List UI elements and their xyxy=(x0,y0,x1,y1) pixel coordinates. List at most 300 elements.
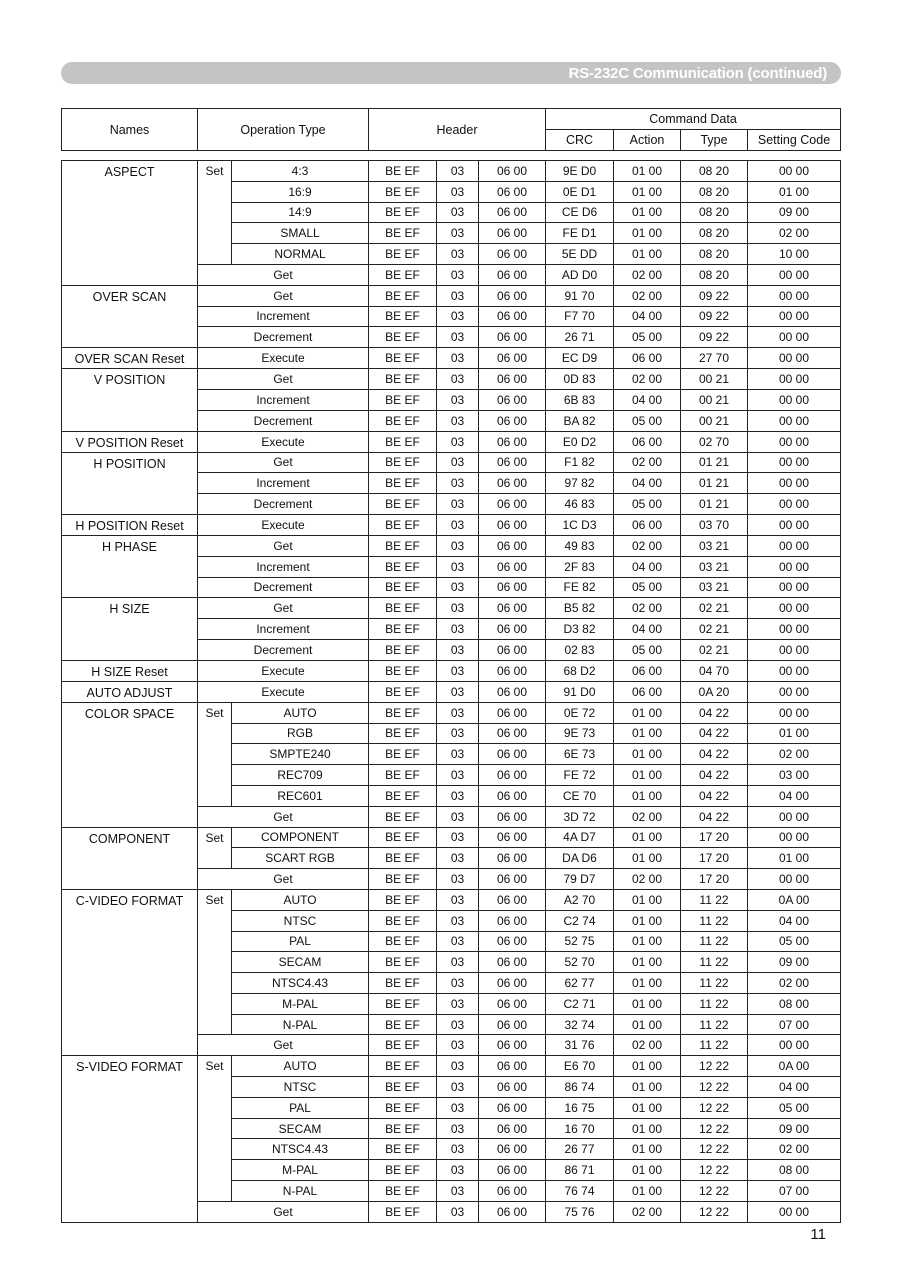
type-value: 11 22 xyxy=(681,973,748,994)
header-byte-2: 03 xyxy=(437,681,479,702)
setting-code-value: 09 00 xyxy=(748,952,841,973)
header-byte-3: 06 00 xyxy=(479,827,546,848)
action-value: 01 00 xyxy=(614,765,681,786)
header-byte-2: 03 xyxy=(437,848,479,869)
table-row xyxy=(62,161,841,182)
header-byte-2: 03 xyxy=(437,1201,479,1222)
setting-code-value: 00 00 xyxy=(748,473,841,494)
action-value: 06 00 xyxy=(614,681,681,702)
setting-code-value: 00 00 xyxy=(748,556,841,577)
operation-type: Decrement xyxy=(198,639,369,660)
header-byte-3: 06 00 xyxy=(479,869,546,890)
header-byte-3: 06 00 xyxy=(479,889,546,910)
operation-type: Decrement xyxy=(198,494,369,515)
operation-type: SECAM xyxy=(232,1118,369,1139)
operation-type: REC601 xyxy=(232,785,369,806)
crc-value: C2 71 xyxy=(546,993,614,1014)
setting-code-value: 00 00 xyxy=(748,827,841,848)
header-byte-2: 03 xyxy=(437,285,479,306)
crc-value: F7 70 xyxy=(546,306,614,327)
header-byte-1: BE EF xyxy=(369,952,437,973)
crc-value: 6B 83 xyxy=(546,389,614,410)
header-byte-1: BE EF xyxy=(369,1097,437,1118)
header-byte-2: 03 xyxy=(437,1139,479,1160)
header-byte-1: BE EF xyxy=(369,1181,437,1202)
type-value: 12 22 xyxy=(681,1181,748,1202)
header-byte-1: BE EF xyxy=(369,1077,437,1098)
header-byte-2: 03 xyxy=(437,452,479,473)
type-value: 12 22 xyxy=(681,1097,748,1118)
header-byte-1: BE EF xyxy=(369,598,437,619)
header-byte-1: BE EF xyxy=(369,910,437,931)
type-value: 0A 20 xyxy=(681,681,748,702)
crc-value: EC D9 xyxy=(546,348,614,369)
header-byte-3: 06 00 xyxy=(479,598,546,619)
operation-type: Execute xyxy=(198,514,369,535)
header-byte-2: 03 xyxy=(437,931,479,952)
set-label: Set xyxy=(198,161,232,265)
col-crc: CRC xyxy=(546,130,614,151)
type-value: 11 22 xyxy=(681,952,748,973)
operation-type: Get xyxy=(198,869,369,890)
setting-code-value: 05 00 xyxy=(748,1097,841,1118)
setting-code-value: 09 00 xyxy=(748,1118,841,1139)
header-byte-3: 06 00 xyxy=(479,1077,546,1098)
crc-value: D3 82 xyxy=(546,619,614,640)
header-byte-2: 03 xyxy=(437,556,479,577)
crc-value: DA D6 xyxy=(546,848,614,869)
crc-value: 46 83 xyxy=(546,494,614,515)
action-value: 01 00 xyxy=(614,1014,681,1035)
operation-type: N-PAL xyxy=(232,1181,369,1202)
operation-type: Get xyxy=(198,1035,369,1056)
type-value: 04 22 xyxy=(681,806,748,827)
command-name: H SIZE xyxy=(62,598,198,660)
header-byte-3: 06 00 xyxy=(479,1056,546,1077)
header-byte-3: 06 00 xyxy=(479,1035,546,1056)
action-value: 01 00 xyxy=(614,223,681,244)
action-value: 05 00 xyxy=(614,639,681,660)
crc-value: 0E 72 xyxy=(546,702,614,723)
crc-value: 0D 83 xyxy=(546,369,614,390)
header-byte-1: BE EF xyxy=(369,931,437,952)
table-row xyxy=(62,348,841,369)
operation-type: Increment xyxy=(198,619,369,640)
setting-code-value: 00 00 xyxy=(748,348,841,369)
type-value: 01 21 xyxy=(681,452,748,473)
header-byte-1: BE EF xyxy=(369,264,437,285)
operation-type: 14:9 xyxy=(232,202,369,223)
header-byte-2: 03 xyxy=(437,202,479,223)
operation-type: NORMAL xyxy=(232,244,369,265)
crc-value: 75 76 xyxy=(546,1201,614,1222)
header-byte-1: BE EF xyxy=(369,1056,437,1077)
action-value: 06 00 xyxy=(614,660,681,681)
type-value: 02 70 xyxy=(681,431,748,452)
header-byte-1: BE EF xyxy=(369,161,437,182)
type-value: 02 21 xyxy=(681,639,748,660)
operation-type: AUTO xyxy=(232,889,369,910)
setting-code-value: 09 00 xyxy=(748,202,841,223)
header-byte-3: 06 00 xyxy=(479,931,546,952)
crc-value: FE D1 xyxy=(546,223,614,244)
header-byte-3: 06 00 xyxy=(479,723,546,744)
crc-value: BA 82 xyxy=(546,410,614,431)
header-byte-2: 03 xyxy=(437,514,479,535)
table-row xyxy=(62,369,841,390)
action-value: 05 00 xyxy=(614,494,681,515)
setting-code-value: 00 00 xyxy=(748,285,841,306)
action-value: 01 00 xyxy=(614,827,681,848)
header-byte-3: 06 00 xyxy=(479,244,546,265)
header-byte-2: 03 xyxy=(437,1056,479,1077)
action-value: 01 00 xyxy=(614,1077,681,1098)
header-byte-3: 06 00 xyxy=(479,1139,546,1160)
crc-value: 62 77 xyxy=(546,973,614,994)
setting-code-value: 01 00 xyxy=(748,723,841,744)
crc-value: 52 70 xyxy=(546,952,614,973)
header-byte-1: BE EF xyxy=(369,848,437,869)
command-table xyxy=(61,160,841,1223)
crc-value: 31 76 xyxy=(546,1035,614,1056)
table-row xyxy=(62,535,841,556)
header-byte-2: 03 xyxy=(437,348,479,369)
setting-code-value: 03 00 xyxy=(748,765,841,786)
section-banner xyxy=(61,62,841,84)
crc-value: 0E D1 xyxy=(546,181,614,202)
action-value: 01 00 xyxy=(614,952,681,973)
type-value: 12 22 xyxy=(681,1139,748,1160)
type-value: 02 21 xyxy=(681,598,748,619)
type-value: 09 22 xyxy=(681,285,748,306)
header-byte-2: 03 xyxy=(437,869,479,890)
crc-value: 9E 73 xyxy=(546,723,614,744)
type-value: 02 21 xyxy=(681,619,748,640)
header-byte-1: BE EF xyxy=(369,473,437,494)
header-byte-1: BE EF xyxy=(369,1201,437,1222)
crc-value: 6E 73 xyxy=(546,744,614,765)
command-name: H POSITION Reset xyxy=(62,514,198,535)
header-byte-3: 06 00 xyxy=(479,161,546,182)
header-byte-1: BE EF xyxy=(369,1035,437,1056)
header-byte-2: 03 xyxy=(437,577,479,598)
crc-value: 68 D2 xyxy=(546,660,614,681)
header-byte-2: 03 xyxy=(437,910,479,931)
operation-type: Execute xyxy=(198,348,369,369)
table-row xyxy=(62,660,841,681)
setting-code-value: 00 00 xyxy=(748,514,841,535)
crc-value: AD D0 xyxy=(546,264,614,285)
setting-code-value: 08 00 xyxy=(748,1160,841,1181)
type-value: 12 22 xyxy=(681,1077,748,1098)
header-byte-2: 03 xyxy=(437,161,479,182)
type-value: 09 22 xyxy=(681,306,748,327)
header-byte-3: 06 00 xyxy=(479,410,546,431)
action-value: 01 00 xyxy=(614,1139,681,1160)
header-byte-3: 06 00 xyxy=(479,993,546,1014)
action-value: 01 00 xyxy=(614,161,681,182)
crc-value: 86 74 xyxy=(546,1077,614,1098)
header-byte-3: 06 00 xyxy=(479,473,546,494)
type-value: 11 22 xyxy=(681,931,748,952)
action-value: 01 00 xyxy=(614,181,681,202)
header-byte-3: 06 00 xyxy=(479,619,546,640)
header-byte-1: BE EF xyxy=(369,806,437,827)
header-byte-3: 06 00 xyxy=(479,973,546,994)
operation-type: Get xyxy=(198,598,369,619)
header-byte-2: 03 xyxy=(437,473,479,494)
crc-value: E0 D2 xyxy=(546,431,614,452)
table-row xyxy=(62,681,841,702)
crc-value: 1C D3 xyxy=(546,514,614,535)
action-value: 01 00 xyxy=(614,1118,681,1139)
crc-value: E6 70 xyxy=(546,1056,614,1077)
header-byte-1: BE EF xyxy=(369,889,437,910)
crc-value: 26 77 xyxy=(546,1139,614,1160)
header-byte-3: 06 00 xyxy=(479,660,546,681)
header-byte-3: 06 00 xyxy=(479,765,546,786)
action-value: 05 00 xyxy=(614,577,681,598)
type-value: 04 70 xyxy=(681,660,748,681)
header-byte-2: 03 xyxy=(437,785,479,806)
action-value: 02 00 xyxy=(614,1035,681,1056)
table-row xyxy=(62,889,841,910)
table-row xyxy=(62,452,841,473)
operation-type: Get xyxy=(198,285,369,306)
type-value: 11 22 xyxy=(681,993,748,1014)
header-byte-3: 06 00 xyxy=(479,806,546,827)
action-value: 01 00 xyxy=(614,1181,681,1202)
header-byte-2: 03 xyxy=(437,181,479,202)
setting-code-value: 04 00 xyxy=(748,910,841,931)
action-value: 04 00 xyxy=(614,389,681,410)
action-value: 01 00 xyxy=(614,973,681,994)
header-byte-3: 06 00 xyxy=(479,452,546,473)
header-byte-1: BE EF xyxy=(369,785,437,806)
command-name: COLOR SPACE xyxy=(62,702,198,827)
set-label: Set xyxy=(198,827,232,869)
header-byte-2: 03 xyxy=(437,660,479,681)
crc-value: 16 75 xyxy=(546,1097,614,1118)
operation-type: SMALL xyxy=(232,223,369,244)
header-byte-2: 03 xyxy=(437,1181,479,1202)
setting-code-value: 00 00 xyxy=(748,619,841,640)
setting-code-value: 00 00 xyxy=(748,494,841,515)
column-header-table xyxy=(61,108,841,151)
col-command-data: Command Data xyxy=(546,109,841,130)
header-byte-1: BE EF xyxy=(369,327,437,348)
header-byte-3: 06 00 xyxy=(479,744,546,765)
action-value: 04 00 xyxy=(614,473,681,494)
crc-value: 97 82 xyxy=(546,473,614,494)
action-value: 02 00 xyxy=(614,806,681,827)
banner-title: RS-232C Communication (continued) xyxy=(568,65,827,82)
header-byte-1: BE EF xyxy=(369,639,437,660)
header-byte-1: BE EF xyxy=(369,765,437,786)
header-byte-3: 06 00 xyxy=(479,264,546,285)
header-byte-3: 06 00 xyxy=(479,202,546,223)
header-byte-2: 03 xyxy=(437,1077,479,1098)
operation-type: 16:9 xyxy=(232,181,369,202)
type-value: 17 20 xyxy=(681,827,748,848)
type-value: 09 22 xyxy=(681,327,748,348)
table-row xyxy=(62,514,841,535)
table-row xyxy=(62,827,841,848)
action-value: 02 00 xyxy=(614,452,681,473)
action-value: 02 00 xyxy=(614,598,681,619)
action-value: 04 00 xyxy=(614,306,681,327)
crc-value: 49 83 xyxy=(546,535,614,556)
page-number: 11 xyxy=(810,1226,826,1243)
header-byte-2: 03 xyxy=(437,952,479,973)
header-byte-3: 06 00 xyxy=(479,285,546,306)
crc-value: 5E DD xyxy=(546,244,614,265)
crc-value: FE 72 xyxy=(546,765,614,786)
setting-code-value: 00 00 xyxy=(748,327,841,348)
crc-value: 91 70 xyxy=(546,285,614,306)
crc-value: 86 71 xyxy=(546,1160,614,1181)
operation-type: AUTO xyxy=(232,1056,369,1077)
type-value: 03 21 xyxy=(681,535,748,556)
action-value: 02 00 xyxy=(614,1201,681,1222)
crc-value: 32 74 xyxy=(546,1014,614,1035)
operation-type: Execute xyxy=(198,681,369,702)
action-value: 06 00 xyxy=(614,514,681,535)
crc-value: 02 83 xyxy=(546,639,614,660)
setting-code-value: 00 00 xyxy=(748,452,841,473)
header-byte-3: 06 00 xyxy=(479,910,546,931)
col-names: Names xyxy=(62,109,198,151)
operation-type: NTSC xyxy=(232,1077,369,1098)
setting-code-value: 00 00 xyxy=(748,431,841,452)
col-setting-code: Setting Code xyxy=(748,130,841,151)
action-value: 01 00 xyxy=(614,1097,681,1118)
command-name: OVER SCAN xyxy=(62,285,198,347)
header-byte-3: 06 00 xyxy=(479,431,546,452)
crc-value: CE 70 xyxy=(546,785,614,806)
crc-value: CE D6 xyxy=(546,202,614,223)
header-byte-2: 03 xyxy=(437,744,479,765)
header-byte-2: 03 xyxy=(437,306,479,327)
header-byte-1: BE EF xyxy=(369,681,437,702)
type-value: 00 21 xyxy=(681,410,748,431)
header-byte-2: 03 xyxy=(437,410,479,431)
operation-type: PAL xyxy=(232,1097,369,1118)
header-byte-3: 06 00 xyxy=(479,952,546,973)
command-name: AUTO ADJUST xyxy=(62,681,198,702)
setting-code-value: 00 00 xyxy=(748,702,841,723)
action-value: 02 00 xyxy=(614,535,681,556)
setting-code-value: 00 00 xyxy=(748,161,841,182)
action-value: 04 00 xyxy=(614,619,681,640)
type-value: 17 20 xyxy=(681,848,748,869)
type-value: 08 20 xyxy=(681,244,748,265)
type-value: 11 22 xyxy=(681,910,748,931)
setting-code-value: 01 00 xyxy=(748,848,841,869)
operation-type: M-PAL xyxy=(232,993,369,1014)
header-byte-3: 06 00 xyxy=(479,556,546,577)
type-value: 12 22 xyxy=(681,1201,748,1222)
header-byte-1: BE EF xyxy=(369,431,437,452)
setting-code-value: 04 00 xyxy=(748,1077,841,1098)
header-byte-1: BE EF xyxy=(369,452,437,473)
action-value: 01 00 xyxy=(614,993,681,1014)
header-byte-2: 03 xyxy=(437,973,479,994)
command-name: H SIZE Reset xyxy=(62,660,198,681)
type-value: 17 20 xyxy=(681,869,748,890)
header-byte-2: 03 xyxy=(437,827,479,848)
operation-type: N-PAL xyxy=(232,1014,369,1035)
header-byte-3: 06 00 xyxy=(479,535,546,556)
operation-type: PAL xyxy=(232,931,369,952)
operation-type: 4:3 xyxy=(232,161,369,182)
header-byte-1: BE EF xyxy=(369,723,437,744)
setting-code-value: 00 00 xyxy=(748,535,841,556)
header-byte-1: BE EF xyxy=(369,1139,437,1160)
type-value: 03 70 xyxy=(681,514,748,535)
header-byte-2: 03 xyxy=(437,1097,479,1118)
type-value: 04 22 xyxy=(681,723,748,744)
action-value: 01 00 xyxy=(614,848,681,869)
setting-code-value: 00 00 xyxy=(748,369,841,390)
crc-value: F1 82 xyxy=(546,452,614,473)
header-byte-1: BE EF xyxy=(369,556,437,577)
header-byte-1: BE EF xyxy=(369,306,437,327)
setting-code-value: 02 00 xyxy=(748,223,841,244)
operation-type: SMPTE240 xyxy=(232,744,369,765)
header-byte-1: BE EF xyxy=(369,202,437,223)
type-value: 00 21 xyxy=(681,369,748,390)
header-byte-2: 03 xyxy=(437,1014,479,1035)
set-label: Set xyxy=(198,702,232,806)
header-byte-2: 03 xyxy=(437,389,479,410)
type-value: 08 20 xyxy=(681,161,748,182)
action-value: 01 00 xyxy=(614,1160,681,1181)
crc-value: 52 75 xyxy=(546,931,614,952)
type-value: 12 22 xyxy=(681,1160,748,1181)
action-value: 01 00 xyxy=(614,910,681,931)
header-byte-2: 03 xyxy=(437,765,479,786)
type-value: 11 22 xyxy=(681,1035,748,1056)
header-byte-3: 06 00 xyxy=(479,681,546,702)
header-byte-1: BE EF xyxy=(369,577,437,598)
setting-code-value: 00 00 xyxy=(748,681,841,702)
header-byte-2: 03 xyxy=(437,264,479,285)
header-byte-2: 03 xyxy=(437,1118,479,1139)
header-byte-1: BE EF xyxy=(369,1160,437,1181)
header-byte-2: 03 xyxy=(437,806,479,827)
operation-type: Increment xyxy=(198,556,369,577)
header-byte-2: 03 xyxy=(437,619,479,640)
header-byte-3: 06 00 xyxy=(479,1160,546,1181)
header-byte-1: BE EF xyxy=(369,348,437,369)
type-value: 08 20 xyxy=(681,264,748,285)
type-value: 00 21 xyxy=(681,389,748,410)
header-byte-3: 06 00 xyxy=(479,1097,546,1118)
operation-type: Decrement xyxy=(198,577,369,598)
action-value: 05 00 xyxy=(614,410,681,431)
crc-value: FE 82 xyxy=(546,577,614,598)
header-byte-3: 06 00 xyxy=(479,702,546,723)
col-type: Type xyxy=(681,130,748,151)
header-byte-3: 06 00 xyxy=(479,494,546,515)
setting-code-value: 00 00 xyxy=(748,639,841,660)
action-value: 06 00 xyxy=(614,348,681,369)
header-byte-2: 03 xyxy=(437,327,479,348)
header-byte-3: 06 00 xyxy=(479,181,546,202)
operation-type: RGB xyxy=(232,723,369,744)
action-value: 01 00 xyxy=(614,931,681,952)
